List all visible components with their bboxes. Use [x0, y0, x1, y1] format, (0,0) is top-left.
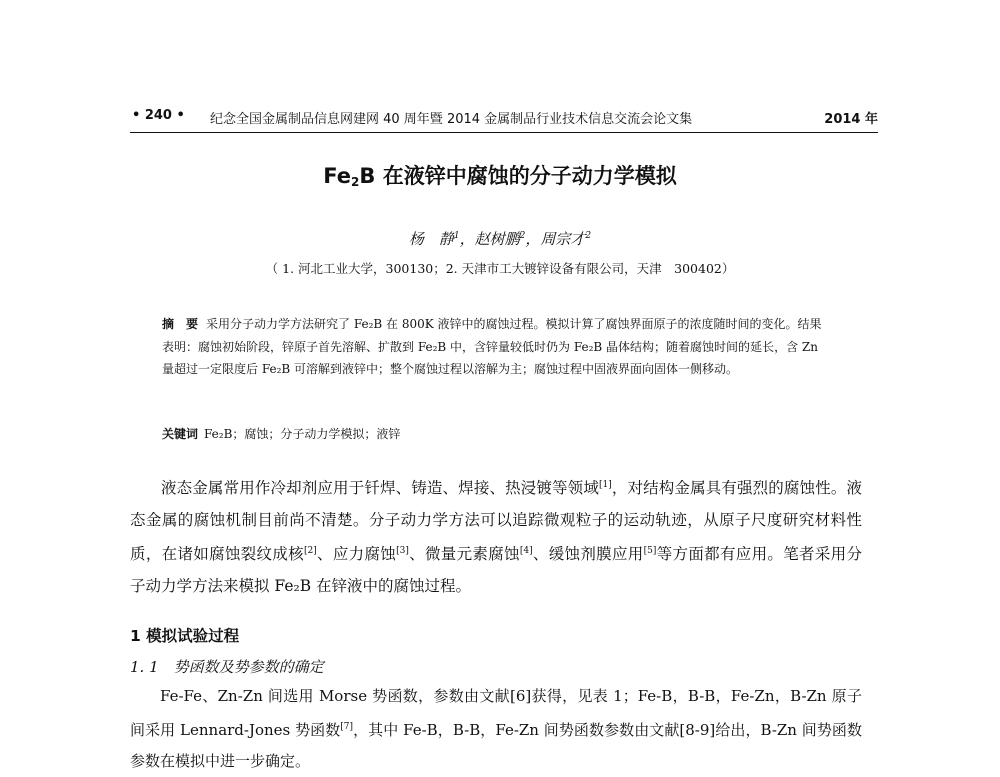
- citation: [1]: [598, 480, 612, 490]
- author-name: 杨 静: [408, 230, 454, 248]
- body-paragraph: Fe-Fe、Zn-Zn 间选用 Morse 势函数，参数由文献[6]获得，见表 1；Fe-B，B-B，Fe-Zn，B-Zn 原子间采用 Lennard-Jones 势函数[7]，其中 Fe-B，B-B，Fe-Zn 间势函数参数由文献[8-9]给出，B-Zn 间势函数参数在模拟中进一步确定。: [130, 687, 863, 770]
- header-year: 2014 年: [824, 112, 878, 127]
- section-heading: 1 模拟试验过程: [130, 627, 240, 645]
- citation: [7]: [340, 722, 354, 732]
- abstract-text: 采用分子动力学方法研究了 Fe₂B 在 800K 液锌中的腐蚀过程。模拟计算了腐蚀界面原子的浓度随时间的变化。结果表明：腐蚀初始阶段，锌原子首先溶解、扩散到 Fe₂B 中，含锌量较低时仍为 Fe₂B 晶体结构；随着腐蚀时间的延长，含 Zn 量超过一定限度后 Fe₂B 可溶解到液锌中；整个腐蚀过程以溶解为主；腐蚀过程中固液界面向固体一侧移动。: [162, 317, 822, 376]
- subsection-heading: 1. 1 势函数及势参数的确定: [130, 658, 324, 676]
- keywords-label: 关键词: [162, 427, 199, 441]
- paper-title: $Fe_2B$ 在液锌中腐蚀的分子动力学模拟: [323, 164, 677, 189]
- author-name: 周宗才: [540, 230, 586, 248]
- keywords: [162, 425, 400, 442]
- citation: [3]: [396, 546, 409, 557]
- intro-paragraph: 液态金属常用作冷却剂应用于钎焊、铸造、焊接、热浸镀等领域[1]，对结构金属具有强烈的腐蚀性。液态金属的腐蚀机制目前尚不清楚。分子动力学方法可以追踪微观粒子的运动轨迹，从原子尺度研究材料性质，在诸如腐蚀裂纹成核[2]、应力腐蚀[3]、微量元素腐蚀[4]、缓蚀剂膜应用[5]等方面都有应用。笔者采用分子动力学方法来模拟 Fe₂B 在锌液中的腐蚀过程。: [130, 479, 862, 595]
- abstract-label: 摘 要: [162, 317, 199, 331]
- citation: [4]: [519, 546, 533, 557]
- citation: [2]: [303, 546, 317, 557]
- author-name: 赵树鹏: [474, 230, 520, 248]
- keywords-text: Fe₂B；腐蚀；分子动力学模拟；液锌: [204, 427, 401, 441]
- abstract: [162, 313, 822, 381]
- affiliation: （ 1. 河北工业大学，300130；2. 天津市工大镀锌设备有限公司，天津 300402）: [265, 261, 735, 276]
- author-list: 杨 静$^1$，赵树鹏$^2$，周宗才$^2$: [408, 230, 592, 248]
- page-number: • 240 •: [132, 108, 185, 123]
- running-header: [130, 106, 878, 133]
- citation: [5]: [643, 546, 657, 557]
- conference-title: 纪念全国金属制品信息网建网 40 周年暨 2014 金属制品行业技术信息交流会论文集: [210, 112, 693, 127]
